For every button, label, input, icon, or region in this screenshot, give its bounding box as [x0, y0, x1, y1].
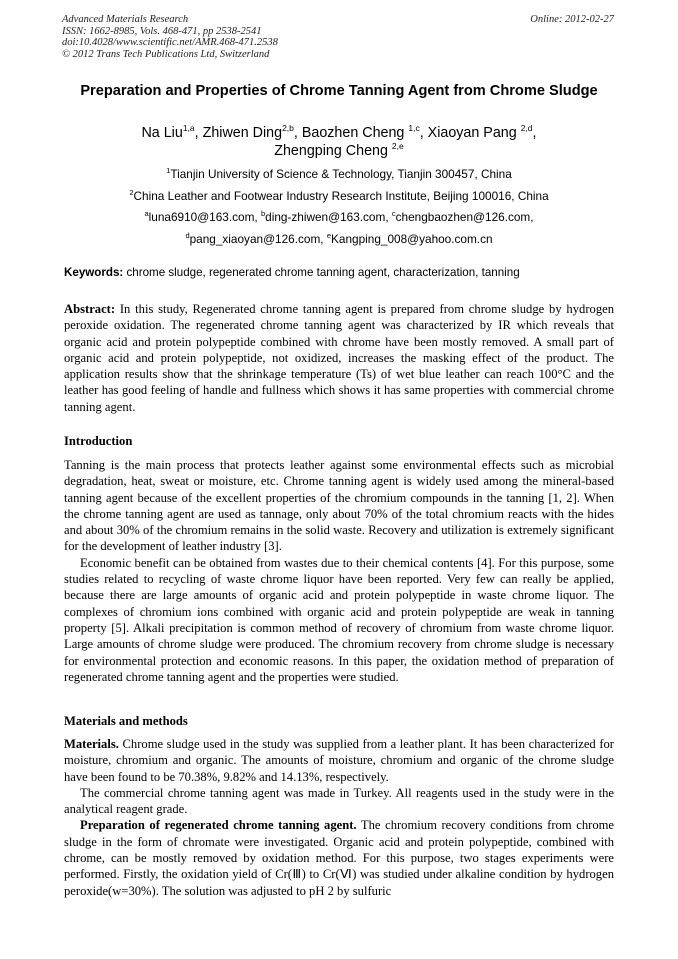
preparation-text: The chromium recovery conditions from chrome sludge in the form of chromate were investigated. Organic acid and protein polypeptide, combined with chrome, can be mostly removed by oxidation method. For this purpose, two stages experiments were performed. Firstly, the oxidation yield of Cr(Ⅲ) to Cr(Ⅵ) was studied under alkaline condition by hydrogen peroxide(w=30%). The solution was adjusted to pH 2 by sulfuric: [64, 818, 614, 898]
email-sup: c: [391, 209, 396, 218]
commercial-paragraph: The commercial chrome tanning agent was made in Turkey. All reagents used in the study were in the analytical reagent grade.: [64, 785, 614, 817]
author-name: Xiaoyan Pang: [427, 125, 517, 141]
email-sup: e: [326, 231, 332, 240]
abstract-text: In this study, Regenerated chrome tanning agent is prepared from chrome sludge by hydrogen peroxide oxidation. The regenerated chrome tanning agent was characterized by IR which reveals that organic acid and protein polypeptide combined with chrome have been mostly removed. A small part of organic acid and protein polypeptide, not oxidized, increases the masking effect of the product. The application results show that the shrinkage temperature (Ts) of wet blue leather can reach 100°C and the leather has good feeling of handle and fullness which shows it has same properties with commercial chrome tanning agent.: [64, 302, 614, 414]
email-sup: a: [144, 209, 149, 218]
email-link[interactable]: chengbaozhen@126.com,: [395, 210, 534, 224]
journal-name: Advanced Materials Research: [62, 14, 189, 25]
affiliation-2: [64, 189, 614, 203]
affiliation-1: [64, 167, 614, 181]
intro-paragraph-2: Economic benefit can be obtained from wastes due to their chemical contents [4]. For this purpose, some studies related to recycling of waste chrome liquor have been reported. Very few can really be applied, because there are large amounts of organic acid and protein polypeptide in waste chrome liquor. The complexes of chromium ions combined with organic acid and protein polypeptide are weak in tanning property [5]. Alkali precipitation is common method of recovery of chromium from waste chrome liquor. Large amounts of chrome sludge were produced. The chromium recovery from chrome sludge is necessary for environmental protection and economic reasons. In this paper, the oxidation method of preparation of regenerated chrome tanning agent and the properties were studied.: [64, 555, 614, 684]
introduction-heading: Introduction: [64, 434, 133, 448]
author-list: Na Liu$^{1,a}$, Zhiwen Ding$^{2,b}$, Baozhen Cheng $^{1,c}$, Xiaoyan Pang $^{2,d}$, Zhengping Cheng $^{2,e}$: [141, 123, 537, 159]
materials-text: Chrome sludge used in the study was supplied from a leather plant. It has been characterized for moisture, chromium and organic. The amounts of moisture, chromium and organic of the chrome sludge have been found to be 70.38%, 9.82% and 14.13%, respectively.: [64, 737, 614, 784]
email-link[interactable]: Kangping_008@yahoo.com.cn: [331, 232, 493, 246]
intro-paragraph-1: Tanning is the main process that protects leather against some environmental effects such as microbial degradation, heat, sweat or moisture, etc. Chrome tanning agent is widely used among the mineral-based tanning agent because of the excellent properties of the chromium compounds in the tanning [1, 2]. When the chrome tanning agent are used as tannage, only about 70% of the total chromium reacts with the hides and about 30% of the chromium remains in the solid waste. Recovery and utilization is extremely significant for the development of leather industry [3].: [64, 458, 614, 554]
keywords: [64, 266, 624, 280]
keywords-text: chrome sludge, regenerated chrome tanning agent, characterization, tanning: [123, 266, 520, 279]
affiliation-sup: 1: [166, 166, 171, 175]
doi[interactable]: doi:10.4028/www.scientific.net/AMR.468-471.2538: [62, 37, 278, 48]
author-name: Baozhen Cheng: [301, 125, 405, 141]
author-sup: 1,c: [408, 123, 420, 133]
journal-meta: [62, 14, 278, 60]
author-name: Zhengping Cheng: [274, 143, 388, 159]
author-sup: 2,b: [282, 123, 294, 133]
emails-line-1: [64, 210, 614, 224]
methods-heading: Materials and methods: [64, 714, 188, 728]
materials-paragraph: [64, 736, 614, 785]
author-name: Zhiwen Ding: [202, 125, 283, 141]
affiliation-text: Tianjin University of Science & Technology, Tianjin 300457, China: [170, 167, 512, 181]
email-sup: b: [260, 209, 266, 218]
author-sup: 2,d: [520, 123, 533, 133]
online-date: Online: 2012-02-27: [530, 14, 614, 25]
email-link[interactable]: luna6910@163.com,: [148, 210, 261, 224]
materials-label: Materials.: [64, 737, 119, 751]
keywords-label: Keywords:: [64, 266, 124, 279]
copyright: © 2012 Trans Tech Publications Ltd, Switzerland: [62, 48, 270, 60]
introduction-body: [64, 457, 614, 685]
issn: ISSN: 1662-8985, Vols. 468-471, pp 2538-2541: [62, 25, 262, 37]
abstract: [64, 301, 614, 415]
author-sup: 1,a: [182, 123, 195, 133]
methods-body: [64, 736, 614, 899]
email-link[interactable]: pang_xiaoyan@126.com,: [189, 232, 327, 246]
author-sup: 2,e: [391, 141, 404, 151]
email-link[interactable]: ding-zhiwen@163.com,: [265, 210, 392, 224]
abstract-label: Abstract:: [64, 302, 116, 316]
affiliation-sup: 2: [129, 188, 134, 197]
author-name: Na Liu: [141, 125, 183, 141]
email-sup: d: [185, 231, 190, 240]
affiliation-text: China Leather and Footwear Industry Research Institute, Beijing 100016, China: [133, 189, 549, 203]
paper-title: Preparation and Properties of Chrome Tanning Agent from Chrome Sludge: [80, 83, 598, 99]
emails-line-2: [64, 232, 614, 246]
preparation-paragraph: [64, 817, 614, 898]
preparation-label: Preparation of regenerated chrome tanning agent.: [80, 818, 357, 833]
